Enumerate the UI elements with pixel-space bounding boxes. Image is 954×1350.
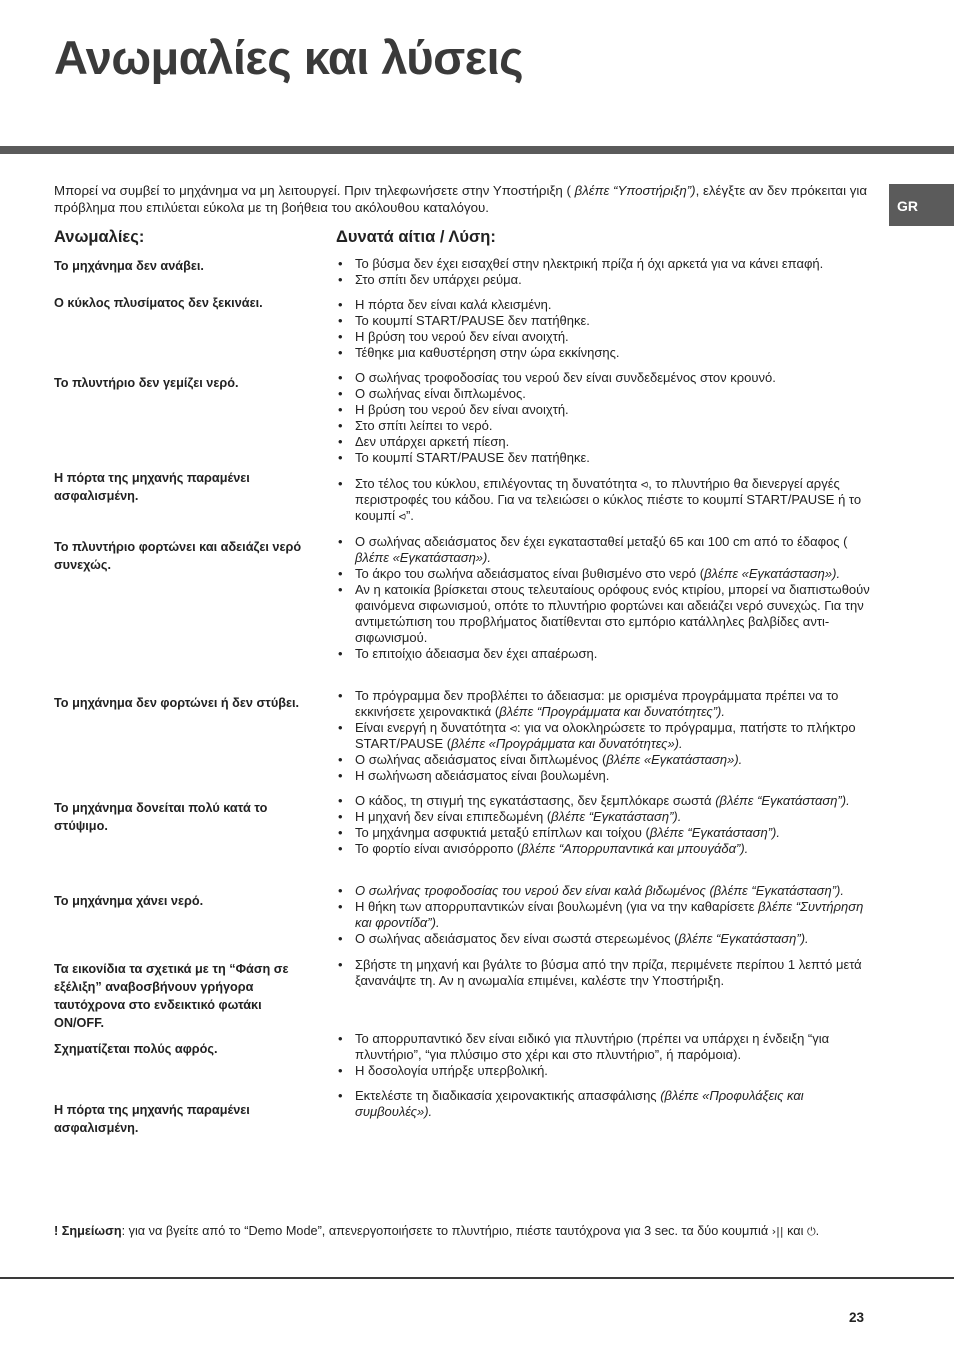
language-tab: GR xyxy=(889,184,954,226)
power-icon: ⏻ xyxy=(806,1225,816,1238)
problem-label: Το πλυντήριο φορτώνει και αδειάζει νερό συνεχώς. xyxy=(54,540,302,572)
solution-item: • Το κουμπί START/PAUSE δεν πατήθηκε. xyxy=(336,313,876,329)
solution-item: • Είναι ενεργή η δυνατότητα ⪦: για να ολοκληρώσετε το πρόγραμμα, πατήστε το πλήκτρο START/PAUSE (βλέπε «Προγράμματα και δυνατότητες»). xyxy=(336,720,876,752)
problem-label: Η πόρτα της μηχανής παραμένει ασφαλισμένη. xyxy=(54,471,250,503)
problem-label: Τα εικονίδια τα σχετικά με τη “Φάση σε εξέλιξη” αναβοσβήνουν γρήγορα ταυτόχρονα στο ενδεικτικό φωτάκι ON/OFF. xyxy=(54,962,289,1030)
solution-list xyxy=(336,793,876,857)
solution-item: • Το επιτοίχιο άδειασμα δεν έχει απαέρωση. xyxy=(336,646,876,662)
problem-label: Σχηματίζεται πολύς αφρός. xyxy=(54,1042,218,1056)
solution-item: • Τέθηκε μια καθυστέρηση στην ώρα εκκίνησης. xyxy=(336,345,876,361)
solution-item: • Στο σπίτι δεν υπάρχει ρεύμα. xyxy=(336,272,876,288)
solution-item: • Η βρύση του νερού δεν είναι ανοιχτή. xyxy=(336,402,876,418)
solution-item: • Το φορτίο είναι ανισόρροπο (βλέπε “Απορρυπαντικά και μπουγάδα”). xyxy=(336,841,876,857)
solution-list xyxy=(336,370,876,466)
solution-item: • Το απορρυπαντικό δεν είναι ειδικό για πλυντήριο (πρέπει να υπάρχει η ένδειξη “για πλυντήριο”, “για πλύσιμο στο χέρι και στο πλυντήριο”, ή παρόμοια). xyxy=(336,1031,876,1063)
note-conjunction: και xyxy=(783,1224,807,1238)
page-title: Ανωμαλίες και λύσεις xyxy=(54,31,524,84)
problem-label: Ο κύκλος πλυσίματος δεν ξεκινάει. xyxy=(54,296,263,310)
solution-item: • Η σωλήνωση αδειάσματος είναι βουλωμένη. xyxy=(336,768,876,784)
intro-paragraph xyxy=(54,183,874,216)
problem-label: Το μηχάνημα δονείται πολύ κατά το στύψιμο. xyxy=(54,801,268,833)
solution-item: • Αν η κατοικία βρίσκεται στους τελευταίους ορόφους ενός κτιρίου, μπορεί να διαπιστωθούν φαινόμενα σιφωνισμού, οπότε το πλυντήριο φορτώνει και αδειάζει νερό συνεχώς. Για την αντιμετώπιση του προβλήματος διατίθενται στο εμπόριο κατάλληλες βαλβίδες αντι-σιφωνισμού. xyxy=(336,582,876,646)
solution-item: • Η δοσολογία υπήρξε υπερβολική. xyxy=(336,1063,876,1079)
solution-item: • Το βύσμα δεν έχει εισαχθεί στην ηλεκτρική πρίζα ή όχι αρκετά για να κάνει επαφή. xyxy=(336,256,876,272)
problem-label: Το πλυντήριο δεν γεμίζει νερό. xyxy=(54,376,239,390)
solution-list xyxy=(336,297,876,361)
note-end: . xyxy=(815,1224,820,1238)
start-pause-icon: ›|| xyxy=(771,1225,784,1238)
solution-list xyxy=(336,476,876,524)
solution-list xyxy=(336,256,876,288)
solution-list xyxy=(336,883,876,947)
solution-item: • Η βρύση του νερού δεν είναι ανοιχτή. xyxy=(336,329,876,345)
solution-item: • Στο σπίτι λείπει το νερό. xyxy=(336,418,876,434)
solution-item: • Στο τέλος του κύκλου, επιλέγοντας τη δυνατότητα ⪦, το πλυντήριο θα διενεργεί αργές περιστροφές του κάδου. Για να τελειώσει ο κύκλος πιέστε το κουμπί START/PAUSE ή το κουμπί ⪦”. xyxy=(336,476,876,524)
solution-item: • Ο σωλήνας αδειάσματος είναι διπλωμένος (βλέπε «Εγκατάσταση»). xyxy=(336,752,876,768)
solution-item: • Το κουμπί START/PAUSE δεν πατήθηκε. xyxy=(336,450,876,466)
solution-item: • Η πόρτα δεν είναι καλά κλεισμένη. xyxy=(336,297,876,313)
solution-item: • Ο σωλήνας αδειάσματος δεν είναι σωστά στερεωμένος (βλέπε “Εγκατάσταση”). xyxy=(336,931,876,947)
solution-item: • Εκτελέστε τη διαδικασία χειρονακτικής απασφάλισης (βλέπε «Προφυλάξεις και συμβουλές»). xyxy=(336,1088,876,1120)
solution-item: • Το μηχάνημα ασφυκτιά μεταξύ επίπλων και τοίχου (βλέπε “Εγκατάσταση”). xyxy=(336,825,876,841)
demo-mode-note xyxy=(54,1222,914,1241)
solution-item: • Η θήκη των απορρυπαντικών είναι βουλωμένη (για να την καθαρίσετε βλέπε “Συντήρηση και φροντίδα”). xyxy=(336,899,876,931)
solution-list xyxy=(336,1088,876,1120)
problem-label: Η πόρτα της μηχανής παραμένει ασφαλισμένη. xyxy=(54,1103,250,1135)
solution-list xyxy=(336,1031,876,1079)
footer-divider xyxy=(0,1277,954,1279)
solution-item: • Το άκρο του σωλήνα αδειάσματος είναι βυθισμένο στο νερό (βλέπε «Εγκατάσταση»). xyxy=(336,566,876,582)
solution-item: • Ο σωλήνας τροφοδοσίας του νερού δεν είναι καλά βιδωμένος (βλέπε “Εγκατάσταση”). xyxy=(336,883,876,899)
page-number: 23 xyxy=(849,1310,865,1325)
solution-item: • Ο σωλήνας είναι διπλωμένος. xyxy=(336,386,876,402)
intro-reference: βλέπε “Υποστήριξη”) xyxy=(574,183,696,198)
solution-item: • Το πρόγραμμα δεν προβλέπει το άδειασμα: με ορισμένα προγράμματα πρέπει να το εκκινήσετε χειρονακτικά (βλέπε “Προγράμματα και δυνατότητες”). xyxy=(336,688,876,720)
solution-item: • Ο σωλήνας τροφοδοσίας του νερού δεν είναι συνδεδεμένος στον κρουνό. xyxy=(336,370,876,386)
problem-label: Το μηχάνημα δεν φορτώνει ή δεν στύβει. xyxy=(54,696,300,710)
solution-item: • Ο σωλήνας αδειάσματος δεν έχει εγκατασταθεί μεταξύ 65 και 100 cm από το έδαφος ( βλέπε «Εγκατάσταση»). xyxy=(336,534,876,566)
header-divider xyxy=(0,146,954,154)
solution-list xyxy=(336,534,876,662)
intro-text: Μπορεί να συμβεί το μηχάνημα να μη λειτουργεί. Πριν τηλεφωνήσετε στην Υποστήριξη ( xyxy=(54,183,575,198)
solutions-column-header: Δυνατά αίτια / Λύση: xyxy=(336,228,496,246)
problem-label: Το μηχάνημα δεν ανάβει. xyxy=(54,259,204,273)
solution-list xyxy=(336,957,876,989)
intro-text-end: , ελέγξτε αν δεν πρόκειται για πρόβλημα που επιλύεται εύκολα με τη βοήθεια του ακόλουθου καταλόγου. xyxy=(54,183,868,215)
solution-item: • Η μηχανή δεν είναι επιπεδωμένη (βλέπε “Εγκατάσταση”). xyxy=(336,809,876,825)
problem-label: Το μηχάνημα χάνει νερό. xyxy=(54,894,204,908)
problems-column-header: Ανωμαλίες: xyxy=(54,228,145,246)
solution-item: • Ο κάδος, τη στιγμή της εγκατάστασης, δεν ξεμπλόκαρε σωστά (βλέπε “Εγκατάσταση”). xyxy=(336,793,876,809)
solution-item: • Δεν υπάρχει αρκετή πίεση. xyxy=(336,434,876,450)
solution-item: • Σβήστε τη μηχανή και βγάλτε το βύσμα από την πρίζα, περιμένετε περίπου 1 λεπτό μετά ξανανάψτε τη. Αν η ανωμαλία επιμένει, καλέστε την Υποστήριξη. xyxy=(336,957,876,989)
note-label: ! Σημείωση xyxy=(54,1224,122,1238)
solution-list xyxy=(336,688,876,784)
note-text: : για να βγείτε από το “Demo Mode”, απενεργοποιήσετε το πλυντήριο, πιέστε ταυτόχρονα για 3 sec. τα δύο κουμπιά xyxy=(121,1224,772,1238)
